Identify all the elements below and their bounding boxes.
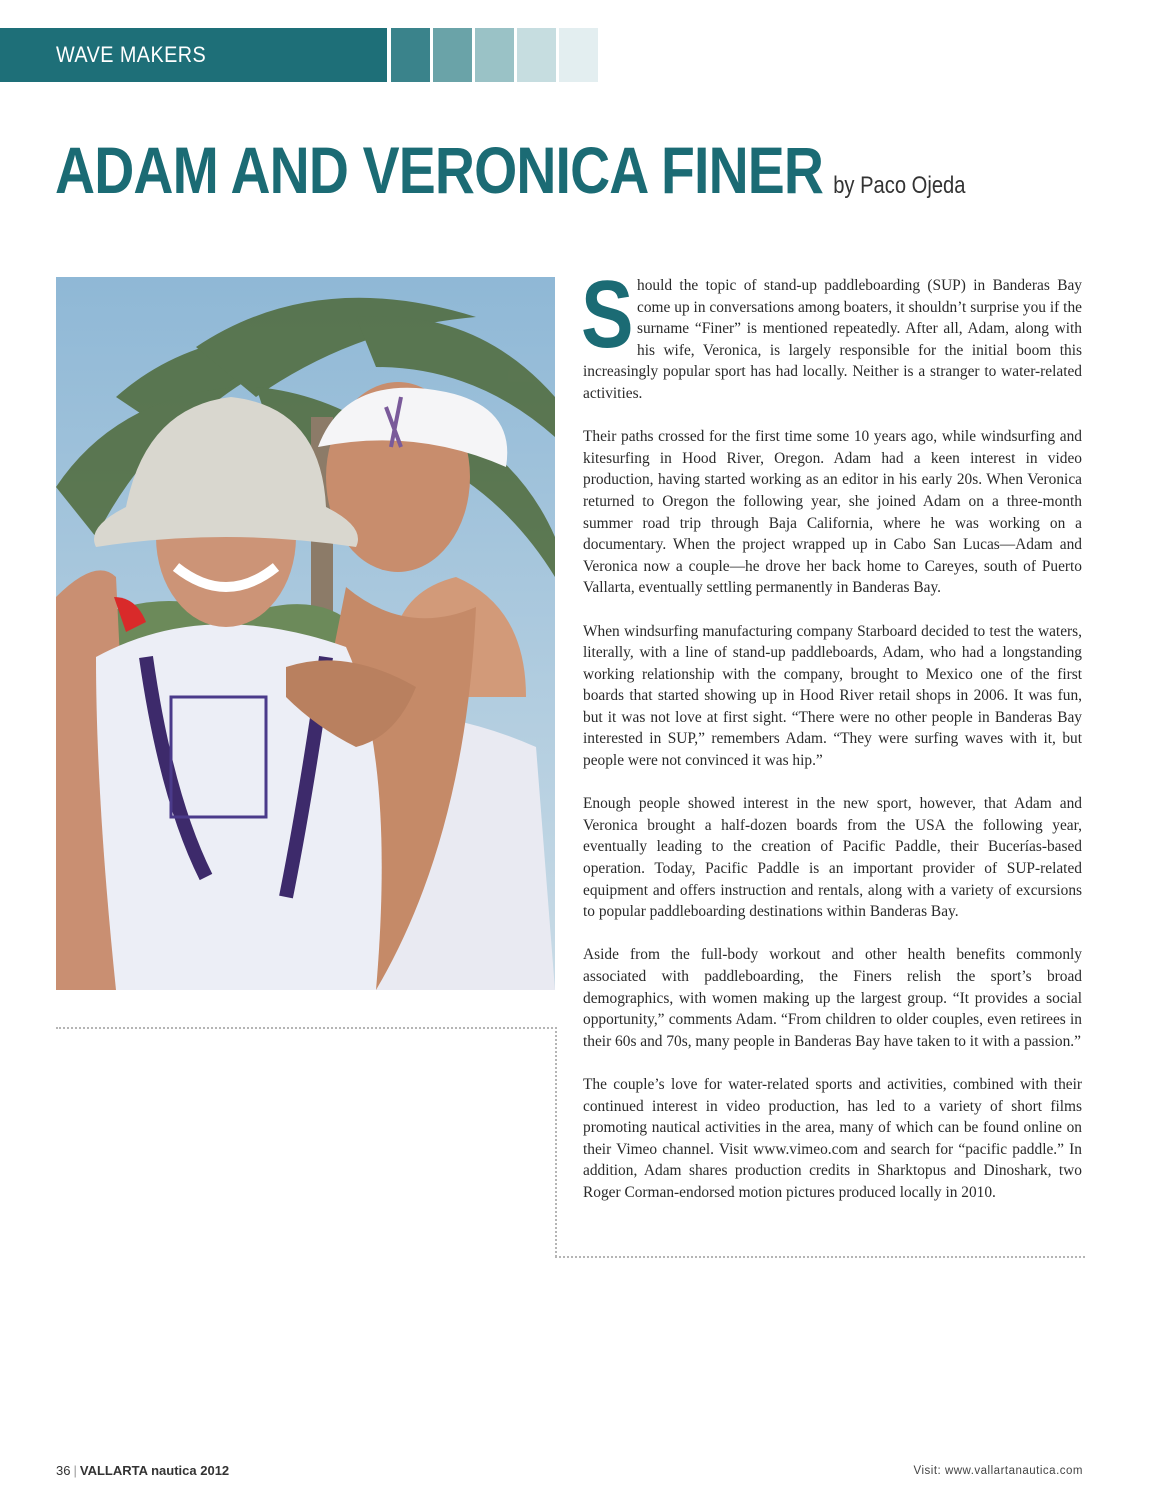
divider	[555, 1256, 1085, 1258]
drop-cap: S	[581, 261, 634, 368]
article-photo	[56, 277, 555, 990]
article-paragraph: Aside from the full-body workout and other health benefits commonly associated with paddleboarding, the Finers relish the sport’s broad demographics, with women making up the largest group. “It provides a social opportunity,” comments Adam. “From children to older couples, even retirees in their 60s and 70s, many people in Banderas Bay have taken to it with a passion.”	[583, 946, 1082, 1050]
article-title: ADAM AND VERONICA FINER	[55, 133, 824, 207]
article-body	[581, 261, 1082, 1225]
article-paragraph: Their paths crossed for the first time some 10 years ago, while windsurfing and kitesurfing in Hood River, Oregon. Adam had a keen interest in video production, having started working as an editor in his early 20s. When Veronica returned to Oregon the following year, she joined Adam on a three-month summer road trip through Baja California, where he was working on a documentary. When the project wrapped up in Cabo San Lucas—Adam and Veronica now a couple—he drove her back home to Careyes, south of Puerto Vallarta, eventually settling permanently in Banderas Bay.	[583, 428, 1082, 597]
page-number: 36	[56, 1463, 71, 1478]
divider	[555, 1027, 557, 1257]
article-headline	[55, 132, 965, 208]
color-swatch	[517, 28, 556, 82]
article-paragraph: Enough people showed interest in the new sport, however, that Adam and Veronica brought a half-dozen boards from the USA the following year, eventually leading to the creation of Pacific Paddle, their Bucerías-based operation. Today, Pacific Paddle is an important provider of SUP-related equipment and offers instruction and rentals, along with a variety of excursions to popular paddleboarding destinations within Banderas Bay.	[583, 795, 1082, 921]
color-swatch	[433, 28, 472, 82]
footer-separator: |	[73, 1463, 77, 1478]
paragraph-text: hould the topic of stand-up paddleboarding (SUP) in Banderas Bay come up in conversations among boaters, it shouldn’t surprise you if the surname “Finer” is mentioned repeatedly. After all, Adam, along with his wife, Veronica, is largely responsible for the initial boom this increasingly popular sport has had locally. Neither is a stranger to water-related activities.	[583, 277, 1082, 402]
article-paragraph: When windsurfing manufacturing company Starboard decided to test the waters, literally, with a line of stand-up paddleboards, Adam, who had a longstanding working relationship with the company, brought to Mexico one of the first boards that started showing up in Hood River retail shops in 2006. It was fun, but it was not love at first sight. “There were no other people in Banderas Bay interested in SUP,” remembers Adam. “They were surfing waves with it, but people were not convinced it was hip.”	[583, 622, 1082, 770]
photo-illustration	[56, 277, 555, 990]
section-label: WAVE MAKERS	[56, 42, 207, 67]
publication-name: VALLARTA nautica 2012	[79, 1463, 230, 1478]
footer-website: Visit: www.vallartanautica.com	[913, 1465, 1083, 1477]
article-byline: by Paco Ojeda	[833, 172, 966, 199]
color-swatch	[559, 28, 598, 82]
divider	[56, 1027, 557, 1029]
article-paragraph: The couple’s love for water-related sports and activities, combined with their continued interest in video production, has led to a variety of short films promoting nautical activities in the area, many of which can be found online on their Vimeo channel. Visit www.vimeo.com and search for “pacific paddle.” In addition, Adam shares production credits in Sharktopus and Dinoshark, two Roger Corman-endorsed motion pictures produced locally in 2010.	[583, 1075, 1082, 1201]
article-paragraph	[581, 261, 1082, 405]
page-footer	[56, 1463, 229, 1478]
color-swatch	[391, 28, 430, 82]
color-swatch	[475, 28, 514, 82]
